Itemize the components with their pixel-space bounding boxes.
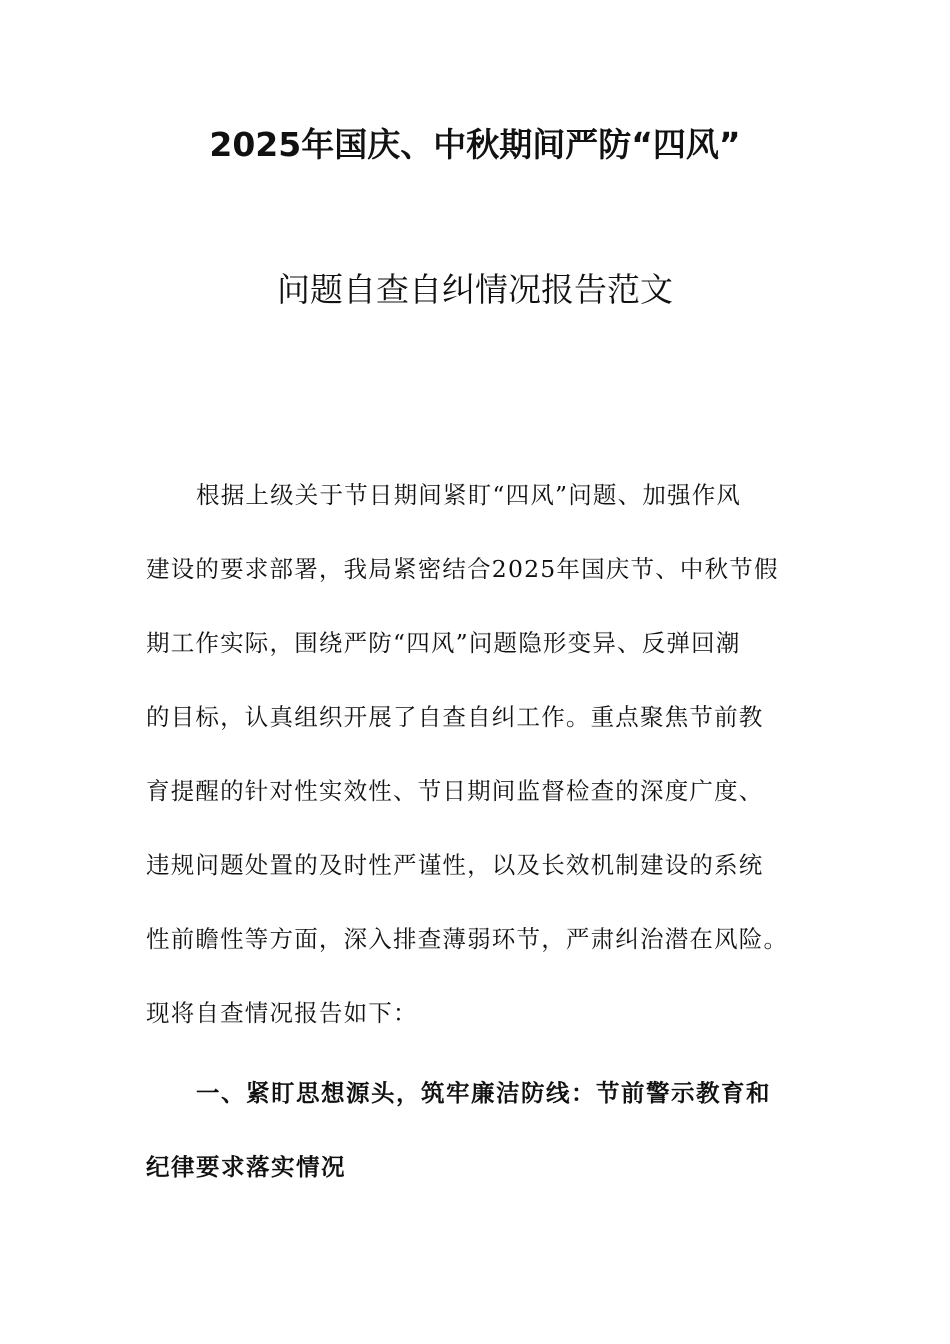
intro-paragraph-line: 的目标，认真组织开展了自查自纠工作。重点聚焦节前教 (146, 703, 764, 731)
intro-paragraph-line: 性前瞻性等方面，深入排查薄弱环节，严肃纠治潜在风险。 (146, 925, 789, 953)
intro-paragraph-line: 根据上级关于节日期间紧盯“四风”问题、加强作风 (196, 481, 742, 509)
section-heading-line: 纪律要求落实情况 (146, 1153, 346, 1181)
intro-paragraph-line: 违规问题处置的及时性严谨性，以及长效机制建设的系统 (146, 851, 764, 879)
document-title-line-2: 问题自查自纠情况报告范文 (277, 270, 673, 309)
intro-paragraph-line: 育提醒的针对性实效性、节日期间监督检查的深度广度、 (146, 777, 764, 805)
intro-paragraph-line: 建设的要求部署，我局紧密结合2025年国庆节、中秋节假 (146, 555, 779, 583)
intro-paragraph-line: 期工作实际，围绕严防“四风”问题隐形变异、反弹回潮 (146, 629, 741, 657)
section-heading-line: 一、紧盯思想源头，筑牢廉洁防线：节前警示教育和 (196, 1079, 771, 1107)
document-title-line-1: 2025年国庆、中秋期间严防“四风” (209, 125, 741, 164)
intro-paragraph-line: 现将自查情况报告如下： (146, 999, 418, 1027)
